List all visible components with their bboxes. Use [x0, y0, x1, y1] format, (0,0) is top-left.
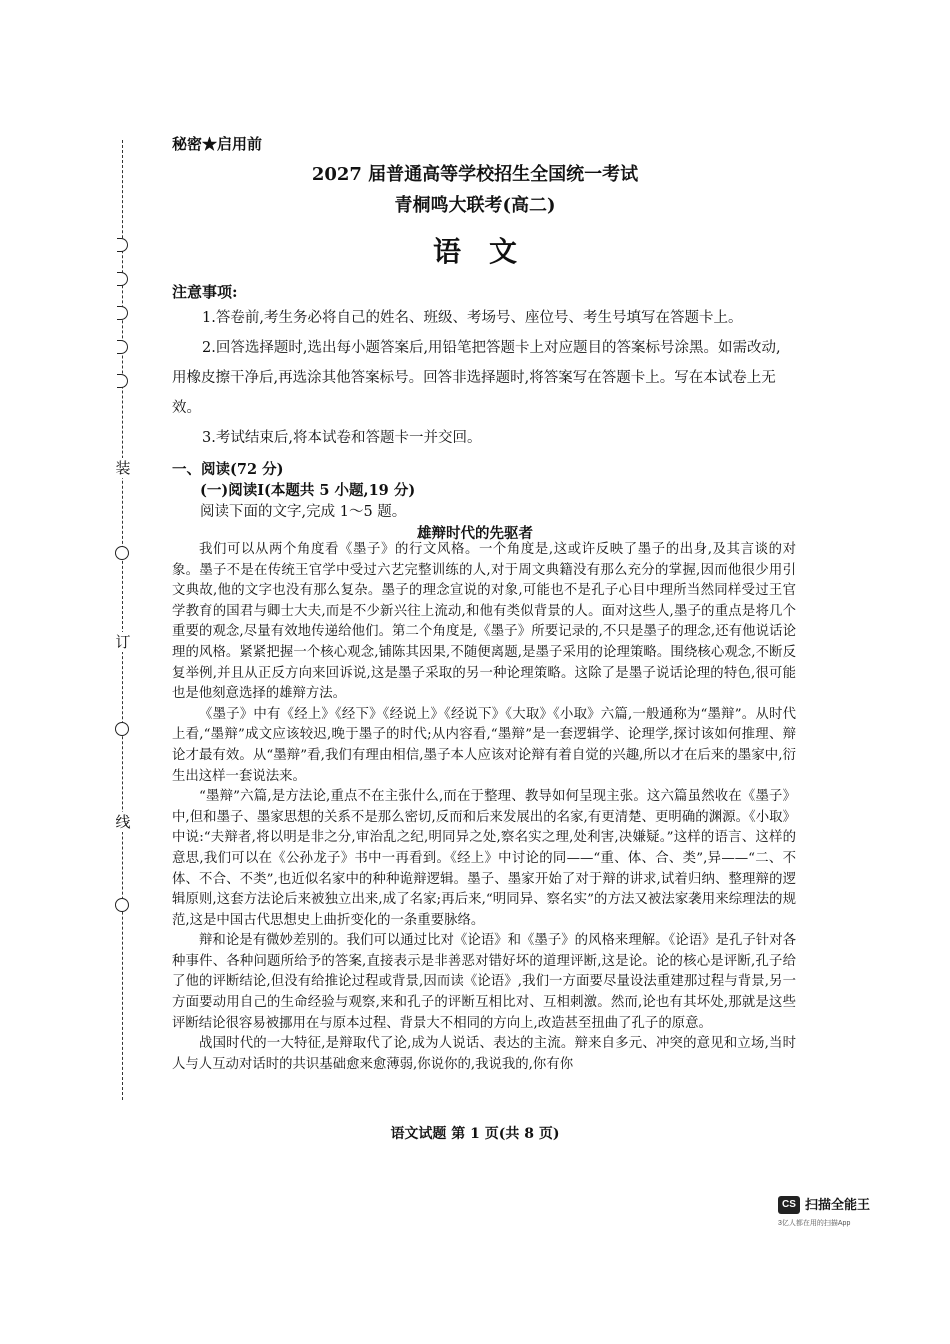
scanner-tagline: 3亿人都在用的扫描App	[778, 1220, 851, 1227]
article-title: 雄辩时代的先驱者	[417, 525, 533, 542]
binding-char-zhuang: 装	[113, 458, 133, 478]
article-paragraph: “墨辩”六篇,是方法论,重点不在主张什么,而在于整理、教导如何呈现主张。这六篇虽然收在《墨子》中,但和墨子、墨家思想的关系不是那么密切,反而和后来发展出的名家,有更清楚、更明确的渊源。《小取》中说:“夫辩者,将以明是非之分,审治乱之纪,明同异之处,察名实之理,处利害,决嫌疑。”这样的语言、这样的意思,我们可以在《公孙龙子》书中一再看到。《经上》中讨论的同——“重、体、合、类”,异——“二、不体、不合、不类”,也近似名家中的种种诡辩逻辑。墨子、墨家开始了对于辩的讲求,试着归纳、整理辩的逻辑原则,这套方法论后来被独立出来,成了名家;再后来,“明同异、察名实”的方法又被法家袭用来综理法的规范,这是中国古代思想史上曲折变化的一条重要脉络。	[172, 789, 796, 928]
notice-item: 2.回答选择题时,选出每小题答案后,用铅笔把答题卡上对应题目的答案标号涂黑。如需改动,用橡皮擦干净后,再选涂其他答案标号。回答非选择题时,将答案写在答题卡上。写在本试卷上无效。	[172, 340, 781, 416]
notice-item: 3.考试结束后,将本试卷和答题卡一并交回。	[202, 430, 482, 446]
binding-char-ding: 订	[113, 632, 133, 652]
binding-hole	[117, 272, 128, 286]
page-footer: 语文试题 第 1 页(共 8 页)	[390, 1126, 560, 1142]
article-paragraph: 我们可以从两个角度看《墨子》的行文风格。一个角度是,这或许反映了墨子的出身,及其言谈的对象。墨子不是在传统王官学中受过六艺完整训练的人,对于周文典籍没有那么充分的掌握,因而他很少用引文典故,他的文字也没有那么复杂。墨子的理念宣说的对象,可能也不是孔子心目中理所当然同样受过王官学教育的国君与卿士大夫,而是不少新兴往上流动,和他有类似背景的人。面对这些人,墨子的重点是将几个重要的观念,尽量有效地传递给他们。第二个角度是,《墨子》所要记录的,不只是墨子的理念,还有他说话论理的风格。紧紧把握一个核心观念,铺陈其因果,不随便离题,是墨子采用的论理策略。围绕核心观念,不断反复举例,并且从正反方向来回诉说,这是墨子采取的另一种论理策略。这除了是墨子说话论理的特色,很可能也是他刻意选择的雄辩方法。	[172, 542, 796, 702]
scanner-watermark	[778, 1196, 898, 1236]
reading-instruction: 阅读下面的文字,完成 1～5 题。	[200, 504, 407, 520]
exam-subtitle: 青桐鸣大联考(高二)	[394, 195, 556, 216]
notice-list	[172, 303, 792, 453]
scanner-name: 扫描全能王	[805, 1197, 871, 1212]
confidential-label: 秘密★启用前	[172, 135, 263, 153]
article-body	[172, 540, 796, 1075]
article-paragraph: 辩和论是有微妙差别的。我们可以通过比对《论语》和《墨子》的风格来理解。《论语》是孔子针对各种事件、各种问题所给予的答案,直接表示是非善恶对错好坏的道理评断,这是论。论的核心是评断,孔子给了他的评断结论,但没有给推论过程或背景,因而读《论语》,我们一方面要尽量设法重建那过程与背景,另一方面要动用自己的生命经验与观察,来和孔子的评断互相比对、互相刺激。然而,论也有其坏处,那就是这些评断结论很容易被挪用在与原本过程、背景大不相同的方向上,改造甚至扭曲了孔子的原意。	[172, 933, 796, 1031]
binding-hole	[115, 898, 129, 912]
scanner-logo-icon: CS	[778, 1196, 800, 1214]
article-paragraph: 《墨子》中有《经上》《经下》《经说上》《经说下》《大取》《小取》六篇,一般通称为“墨辩”。从时代上看,“墨辩”成文应该较迟,晚于墨子的时代;从内容看,“墨辩”是一套逻辑学、论理学,探讨该如何推理、辩论才最有效。从“墨辩”看,我们有理由相信,墨子本人应该对论辩有着自觉的兴趣,所以才在后来的墨家中,衍生出这样一套说法来。	[172, 706, 796, 784]
binding-hole	[117, 340, 128, 354]
subject-title: 语文	[432, 235, 545, 268]
article-paragraph: 战国时代的一大特征,是辩取代了论,成为人说话、表达的主流。辩来自多元、冲突的意见和立场,当时人与人互动对话时的共识基础愈来愈薄弱,你说你的,我说我的,你有你	[172, 1036, 796, 1072]
subsection-heading: (一)阅读Ⅰ(本题共 5 小题,19 分)	[200, 482, 416, 499]
section-heading: 一、阅读(72 分)	[172, 461, 284, 478]
binding-hole	[115, 722, 129, 736]
binding-hole	[115, 546, 129, 560]
notice-heading: 注意事项:	[172, 283, 238, 301]
binding-hole	[117, 374, 128, 388]
binding-char-xian: 线	[113, 812, 133, 832]
binding-hole	[117, 306, 128, 320]
notice-item: 1.答卷前,考生务必将自己的姓名、班级、考场号、座位号、考生号填写在答题卡上。	[202, 310, 743, 326]
exam-title: 2027 届普通高等学校招生全国统一考试	[311, 164, 639, 185]
